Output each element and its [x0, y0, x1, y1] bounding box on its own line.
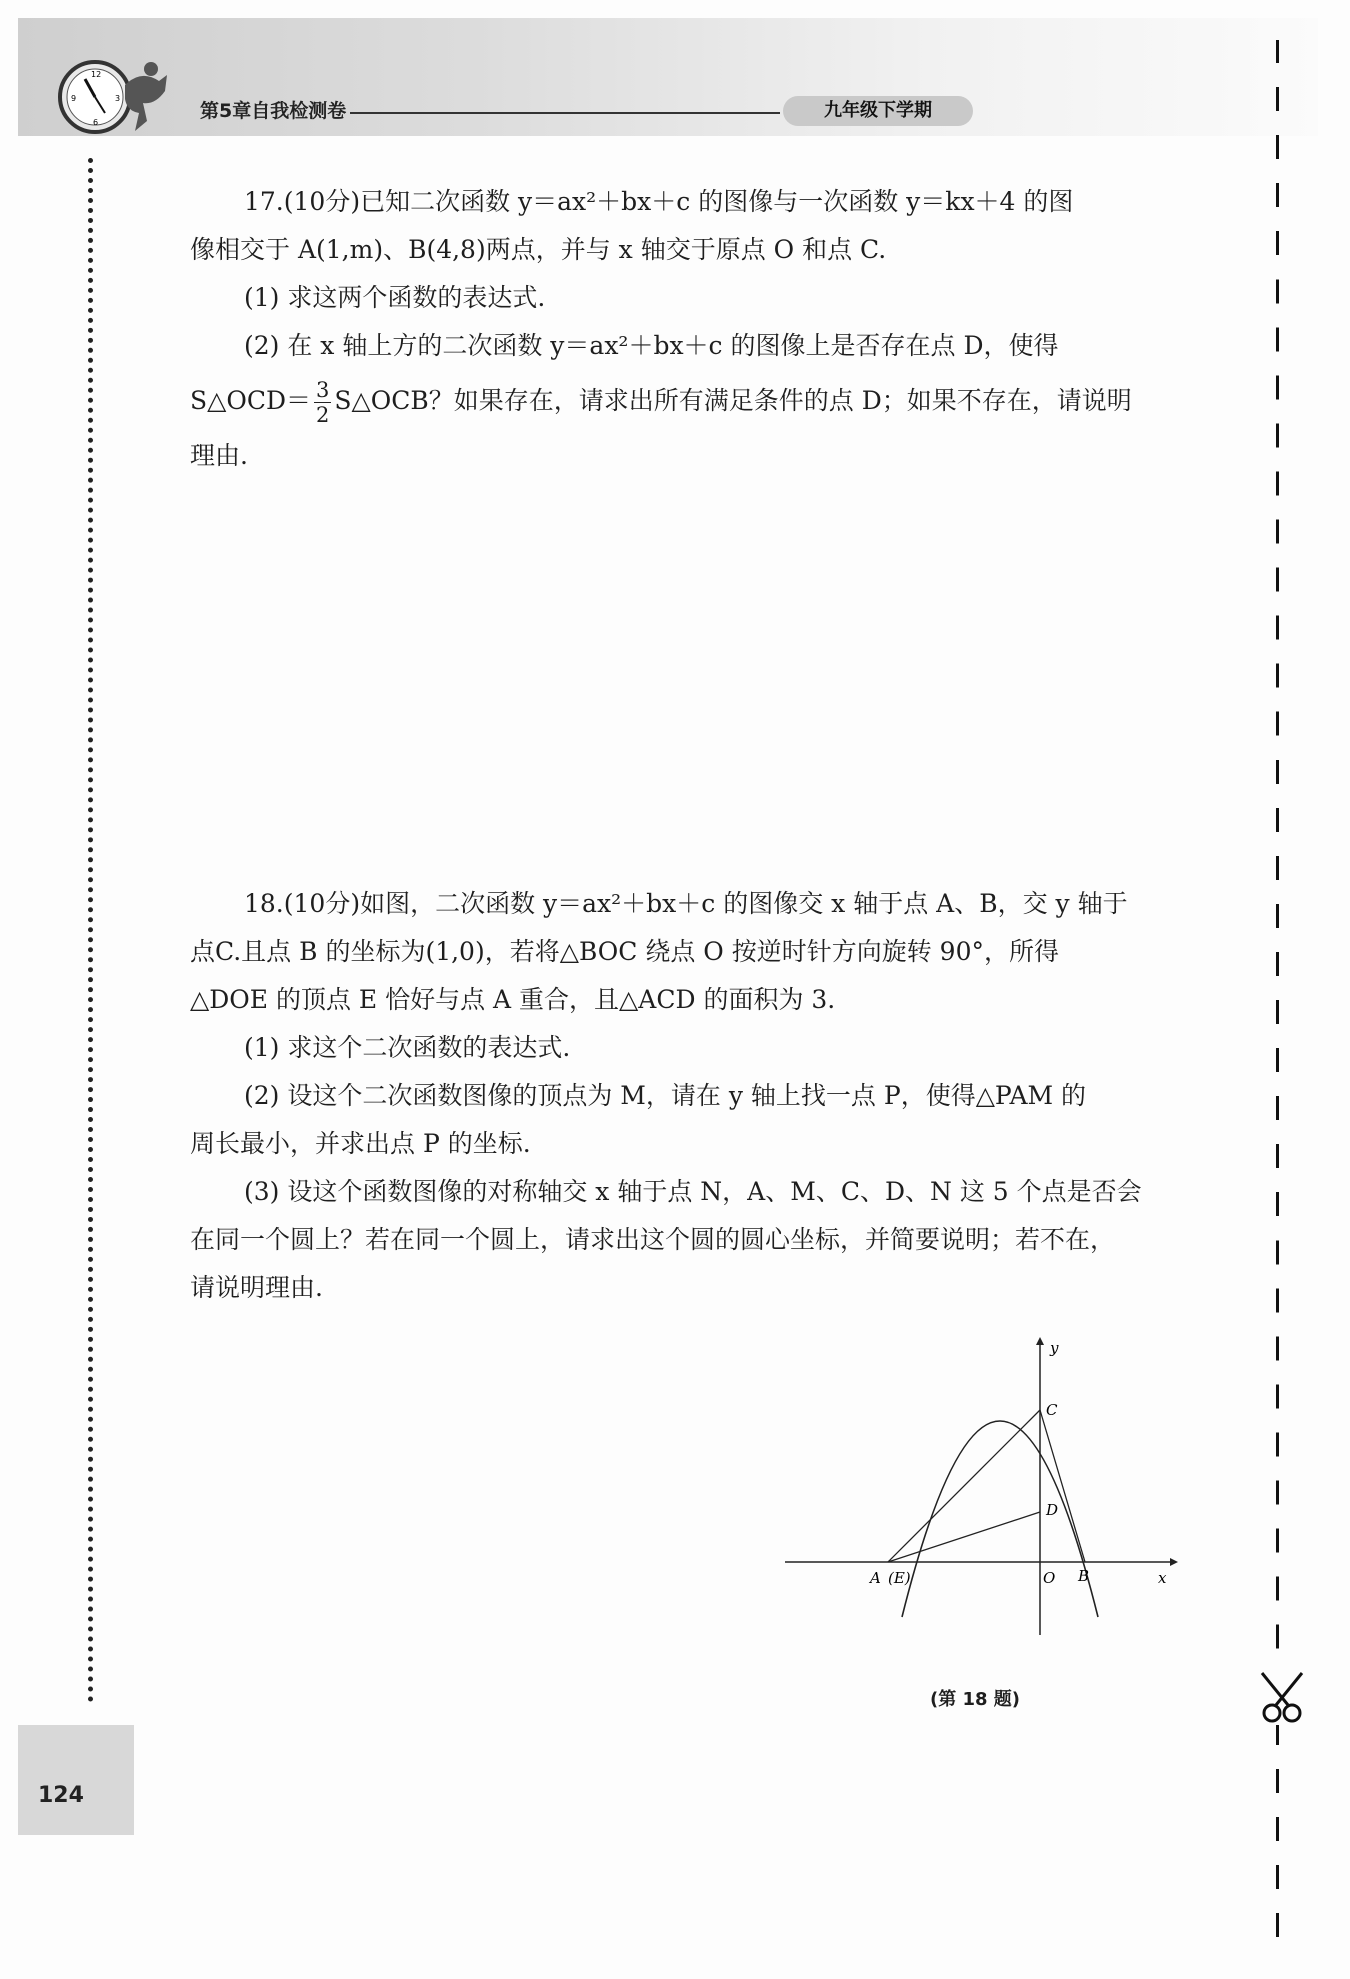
figure-caption: (第 18 题) [930, 1689, 1021, 1710]
segment-AD [888, 1512, 1040, 1562]
problem-18-part-3-line-1: (3) 设这个函数图像的对称轴交 x 轴于点 N，A、M、C、D、N 这 5 个点是否会 [244, 1177, 1142, 1206]
segment-AC [888, 1410, 1040, 1562]
label-C: C [1046, 1401, 1058, 1419]
chapter-title: 第5章自我检测卷 [200, 100, 347, 122]
fraction-numerator: 3 [316, 378, 330, 402]
page-number-box [18, 1725, 134, 1835]
segment-CB [1040, 1410, 1085, 1562]
header-rule [350, 112, 780, 114]
problem-18 [190, 880, 1175, 1312]
page-number: 124 [38, 1783, 84, 1808]
dotted-margin-line [88, 158, 93, 1703]
scissors-icon [1252, 1665, 1312, 1725]
cut-line [1276, 40, 1279, 1945]
area-ocd-label: S△OCD＝ [190, 386, 312, 415]
svg-text:9: 9 [71, 94, 77, 103]
fraction-denominator: 2 [316, 403, 330, 427]
problem-17-line-2: 像相交于 A(1,m)、B(4,8)两点，并与 x 轴交于原点 O 和点 C. [190, 235, 887, 264]
parabola-figure [780, 1335, 1180, 1635]
x-axis-arrow [1170, 1558, 1178, 1566]
label-O: O [1043, 1569, 1056, 1587]
label-D: D [1046, 1501, 1059, 1519]
grade-label: 九年级下学期 [783, 96, 973, 126]
problem-18-part-2-line-2: 周长最小，并求出点 P 的坐标. [190, 1129, 531, 1158]
problem-18-line-1: 18.(10分)如图，二次函数 y＝ax²＋bx＋c 的图像交 x 轴于点 A、B，交 y 轴于 [244, 889, 1128, 918]
svg-text:12: 12 [91, 70, 102, 79]
problem-17 [190, 178, 1175, 480]
problem-18-line-3: △DOE 的顶点 E 恰好与点 A 重合，且△ACD 的面积为 3. [190, 985, 836, 1014]
problem-17-part-2-line-3: 理由. [190, 441, 248, 470]
problem-17-part-2-line-1: (2) 在 x 轴上方的二次函数 y＝ax²＋bx＋c 的图像上是否存在点 D，使得 [244, 331, 1059, 360]
problem-18-part-3-line-3: 请说明理由. [190, 1273, 323, 1302]
label-y: y [1050, 1339, 1059, 1357]
problem-18-part-2-line-1: (2) 设这个二次函数图像的顶点为 M，请在 y 轴上找一点 P，使得△PAM 的 [244, 1081, 1087, 1110]
problem-17-line-1: 17.(10分)已知二次函数 y＝ax²＋bx＋c 的图像与一次函数 y＝kx＋4 的图 [244, 187, 1074, 216]
label-A: A [870, 1569, 881, 1587]
problem-17-part-2-line-2 [190, 370, 1175, 432]
problem-18-part-1: (1) 求这个二次函数的表达式. [244, 1033, 571, 1062]
problem-18-part-3-line-2: 在同一个圆上？若在同一个圆上，请求出这个圆的圆心坐标，并简要说明；若不在， [190, 1225, 1116, 1254]
y-axis-arrow [1036, 1337, 1044, 1345]
label-x: x [1158, 1569, 1167, 1587]
problem-18-line-2: 点C.且点 B 的坐标为(1,0)，若将△BOC 绕点 O 按逆时针方向旋转 90°，所得 [190, 937, 1059, 966]
stopwatch-runner-logo [55, 55, 173, 141]
fraction-three-halves [314, 378, 331, 427]
label-E: (E) [888, 1569, 911, 1587]
label-B: B [1078, 1567, 1090, 1585]
area-ocb-text: S△OCB？如果存在，请求出所有满足条件的点 D；如果不存在，请说明 [334, 386, 1132, 415]
svg-text:3: 3 [115, 94, 121, 103]
problem-17-part-1: (1) 求这两个函数的表达式. [244, 283, 546, 312]
svg-text:6: 6 [93, 118, 99, 127]
